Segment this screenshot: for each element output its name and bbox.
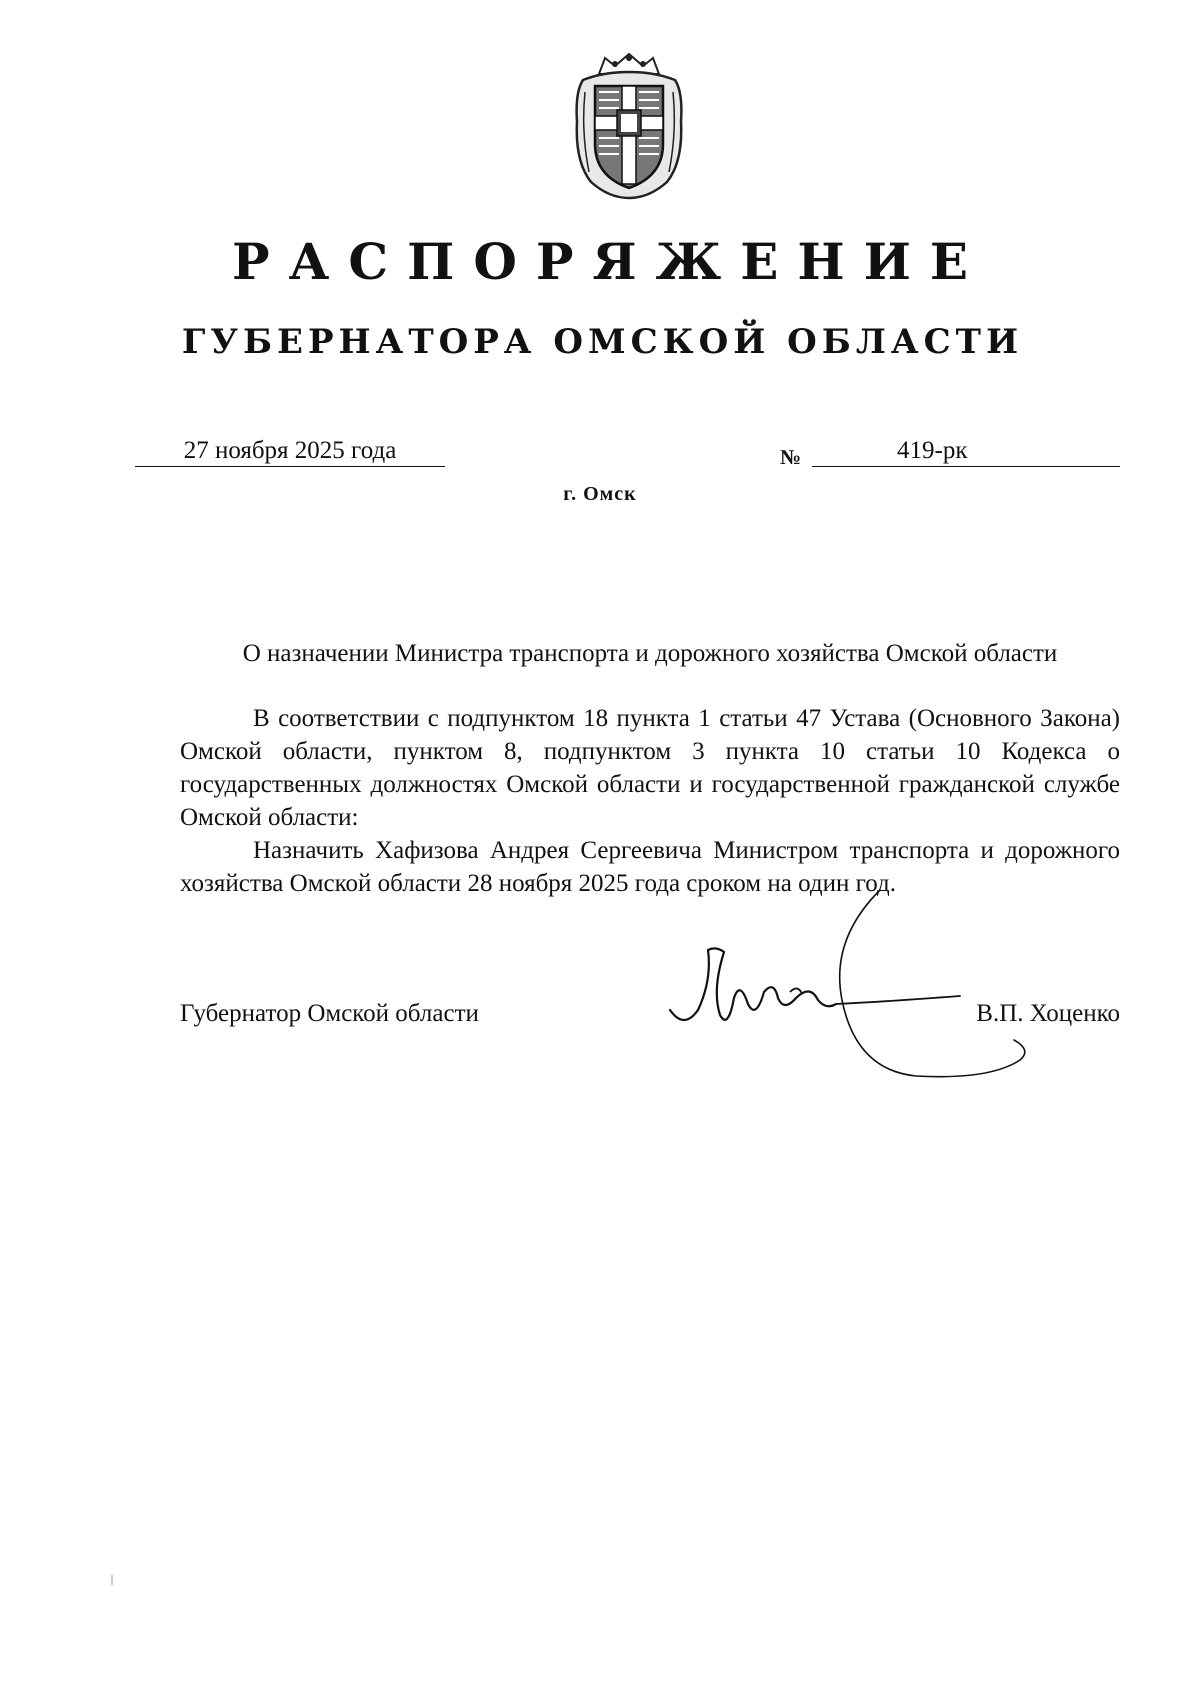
document-number-field <box>812 436 1120 467</box>
document-title: РАСПОРЯЖЕНИЕ <box>232 232 987 291</box>
document-number: 419-рк <box>897 437 968 464</box>
handwritten-signature-icon <box>660 880 1060 1080</box>
document-date: 27 ноября 2025 года <box>135 436 445 467</box>
document-subtitle: ГУБЕРНАТОРА ОМСКОЙ ОБЛАСТИ <box>181 322 1024 362</box>
paragraph-basis: В соответствии с подпунктом 18 пункта 1 статьи 47 Устава (Основного Закона) Омской области, пунктом 8, подпунктом 3 пункта 10 статьи 10 Кодекса о государственных должностях Омской области и государственной гражданской службе Омской области: <box>180 705 1120 831</box>
document-body <box>180 702 1120 900</box>
document-city: г. Омск <box>563 483 637 505</box>
signatory-name: В.П. Хоценко <box>976 1000 1120 1027</box>
scan-mark <box>111 1575 113 1585</box>
paragraph-appointment: Назначить Хафизова Андрея Сергеевича Министром транспорта и дорожного хозяйства Омской области 28 ноября 2025 года сроком на один год. <box>180 837 1120 897</box>
number-label: № <box>780 445 802 469</box>
document-subject: О назначении Министра транспорта и дорожного хозяйства Омской области <box>242 640 1058 667</box>
signatory-position: Губернатор Омской области <box>180 1000 479 1027</box>
omsk-oblast-coat-of-arms-icon <box>565 52 693 200</box>
